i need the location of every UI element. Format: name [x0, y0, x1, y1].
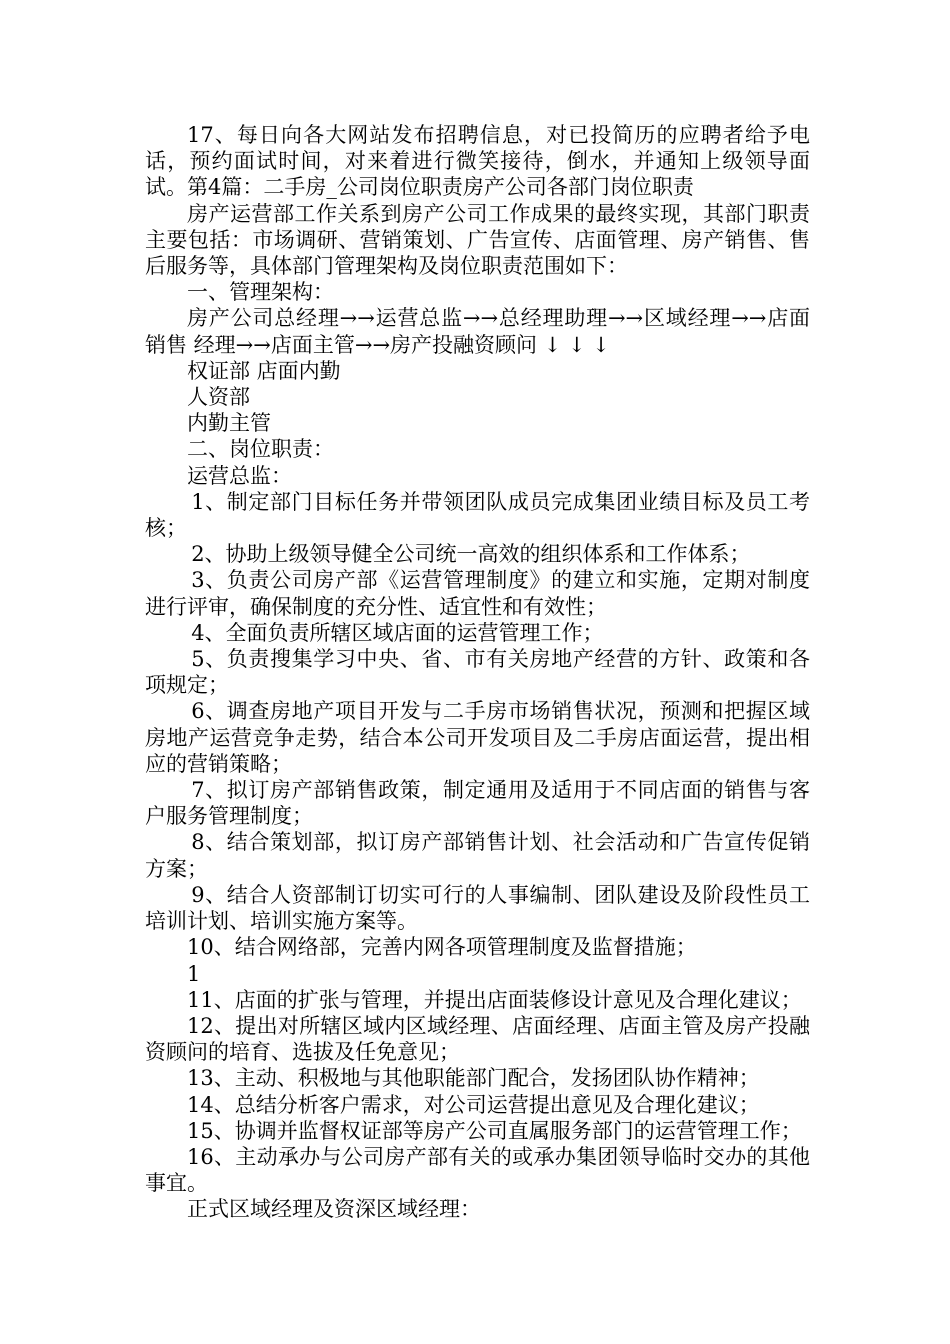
structure-line-3: 内勤主管 [187, 411, 271, 436]
duty-item-7: 7、拟订房产部销售政策，制定通用及适用于不同店面的销售与客户服务管理制度； [145, 778, 810, 829]
duty-item-1: 1、制定部门目标任务并带领团队成员完成集团业绩目标及员工考核； [145, 489, 810, 541]
paragraph-intro: 房产运营部工作关系到房产公司工作成果的最终实现，其部门职责主要包括：市场调研、营销策划、广告宣传、店面管理、房产销售、售后服务等，具体部门管理架构及岗位职责范围如下： [145, 201, 810, 279]
duty-item-12: 12、提出对所辖区域内区域经理、店面经理、店面主管及房产投融资顾问的培育、选拔及任免意见； [145, 1013, 810, 1065]
structure-line-2: 人资部 [187, 385, 250, 410]
document-body [145, 122, 810, 1223]
paragraph-structure-chain: 房产公司总经理→→运营总监→→总经理助理→→区域经理→→店面销售 经理→→店面主管→→房产投融资顾问 ↓ ↓ ↓ [145, 306, 810, 357]
page-number: 1 [187, 961, 201, 986]
duty-item-14: 14、总结分析客户需求，对公司运营提出意见及合理化建议； [187, 1092, 760, 1117]
heading-job-duties: 二、岗位职责： [187, 437, 334, 462]
structure-line-1: 权证部 店面内勤 [187, 358, 341, 383]
duty-item-15: 15、协调并监督权证部等房产公司直属服务部门的运营管理工作； [187, 1118, 802, 1143]
duty-item-6: 6、调查房地产项目开发与二手房市场销售状况，预测和把握区域房地产运营竞争走势，结合本公司开发项目及二手房店面运营，提出相应的营销策略； [145, 699, 810, 776]
heading-operations-director: 运营总监： [187, 463, 292, 488]
duty-item-3: 3、负责公司房产部《运营管理制度》的建立和实施，定期对制度进行评审，确保制度的充分性、适宜性和有效性； [145, 568, 810, 619]
duty-item-8: 8、结合策划部，拟订房产部销售计划、社会活动和广告宣传促销方案； [145, 830, 810, 881]
paragraph-17-recruiting: 17、每日向各大网站发布招聘信息，对已投简历的应聘者给予电话，预约面试时间，对来着进行微笑接待，倒水，并通知上级领导面试。第4篇：二手房_公司岗位职责房产公司各部门岗位职责 [145, 123, 810, 200]
duty-item-11: 11、店面的扩张与管理，并提出店面装修设计意见及合理化建议； [187, 987, 802, 1012]
duty-item-5: 5、负责搜集学习中央、省、市有关房地产经营的方针、政策和各项规定； [145, 647, 810, 698]
duty-item-13: 13、主动、积极地与其他职能部门配合，发扬团队协作精神； [187, 1066, 760, 1091]
duty-item-2: 2、协助上级领导健全公司统一高效的组织体系和工作体系； [191, 542, 751, 567]
duty-item-16: 16、主动承办与公司房产部有关的或承办集团领导临时交办的其他事宜。 [145, 1144, 810, 1196]
duty-item-10: 10、结合网络部，完善内网各项管理制度及监督措施； [187, 935, 697, 960]
heading-management-structure: 一、管理架构： [187, 280, 334, 305]
heading-regional-manager: 正式区域经理及资深区域经理： [187, 1197, 481, 1222]
duty-item-4: 4、全面负责所辖区域店面的运营管理工作； [191, 620, 604, 645]
duty-item-9: 9、结合人资部制订切实可行的人事编制、团队建设及阶段性员工培训计划、培训实施方案等。 [145, 882, 810, 934]
